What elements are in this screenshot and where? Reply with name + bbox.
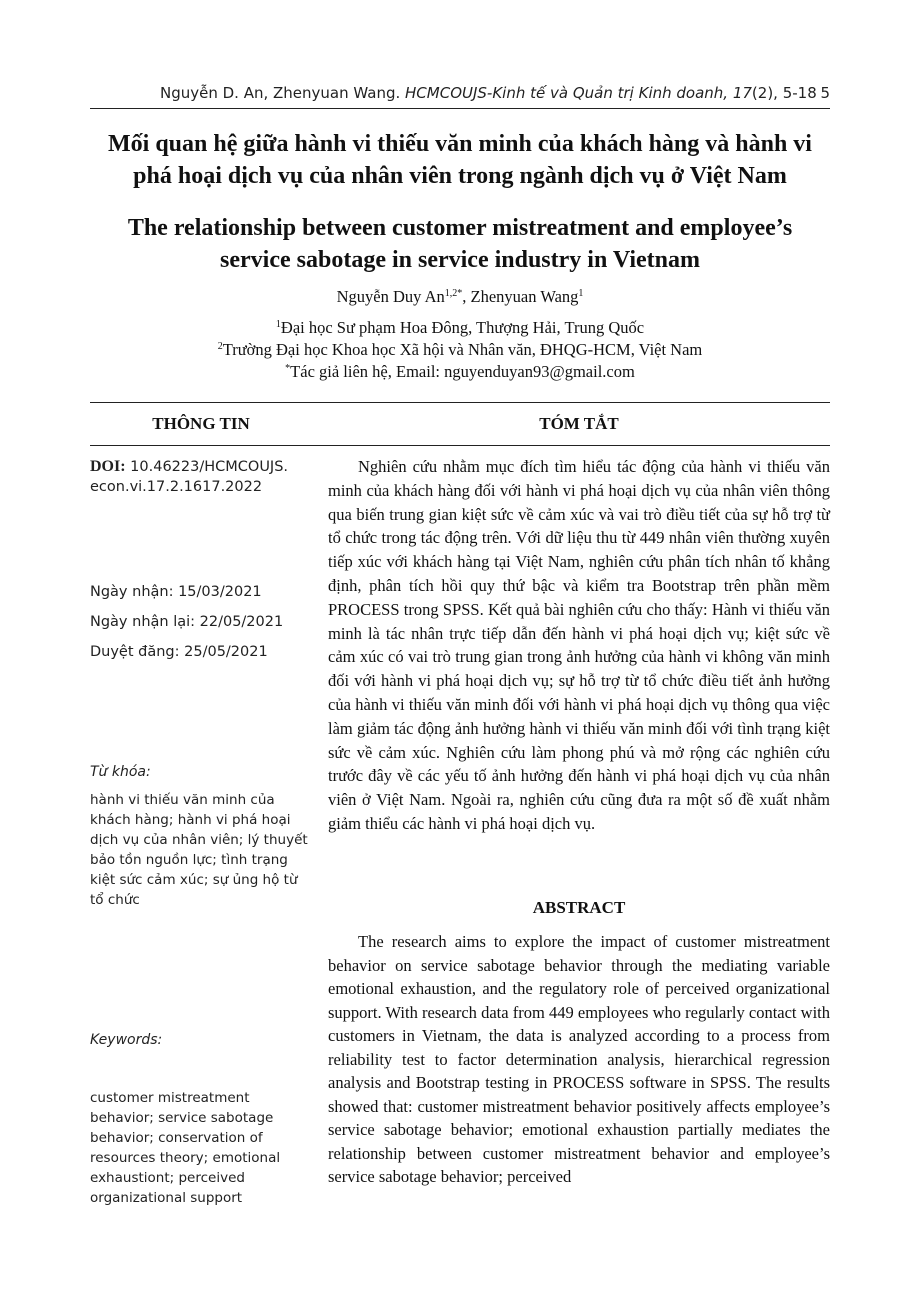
author-separator: , bbox=[462, 287, 471, 306]
corresponding-mark: * bbox=[285, 363, 291, 374]
affiliation-1-mark: 1 bbox=[275, 319, 281, 330]
abstract-heading: ABSTRACT bbox=[532, 898, 626, 917]
keywords-vi: hành vi thiếu văn minh của khách hàng; hành vi phá hoại dịch vụ của nhân viên; lý thuyết bảo tồn nguồn lực; tình trạng kiệt sức cảm xúc; sự ủng hộ từ tổ chức bbox=[90, 792, 308, 908]
author-line bbox=[90, 287, 830, 307]
affiliation-2 bbox=[90, 340, 830, 360]
affiliation-2-mark: 2 bbox=[217, 341, 223, 352]
running-header bbox=[90, 82, 830, 109]
header-authors: Nguyễn D. An, Zhenyuan Wang. bbox=[160, 84, 401, 102]
title-english: The relationship between customer mistreatment and employee’s service sabotage in service industry in Vietnam bbox=[127, 215, 793, 273]
header-issue: (2), 5-18 bbox=[751, 84, 817, 102]
keywords-vi-label: Từ khóa: bbox=[90, 764, 151, 780]
abstract-english: The research aims to explore the impact of customer mistreatment behavior on service sabotage behavior through the mediating variable emotional exhaustion, and the regulatory role of perceived organizational support. With research data from 449 employees who regularly contact with customers in Vietnam, the data is analyzed according to a process from reliability test to factor determination analysis, hierarchical regression analysis and Bootstrap testing in PROCESS software in SPSS. The results showed that: customer mistreatment behavior positively affects employee’s service sabotage behavior; emotional exhaustion partially mediates the relationship between customer mistreatment behavior and employee’s service sabotage behavior; perceived bbox=[328, 932, 830, 1186]
keywords-en-label: Keywords: bbox=[90, 1032, 163, 1048]
keywords-en: customer mistreatment behavior; service sabotage behavior; conservation of resources theory; emotional exhaustiont; perceived organizational support bbox=[90, 1090, 281, 1206]
author-2: Zhenyuan Wang bbox=[470, 287, 579, 306]
accepted-date: Duyệt đăng: 25/05/2021 bbox=[90, 644, 268, 660]
corresponding-author bbox=[90, 362, 830, 382]
affiliation-1 bbox=[90, 318, 830, 338]
author-1: Nguyễn Duy An bbox=[336, 287, 445, 306]
doi-label: DOI: bbox=[90, 458, 126, 475]
author-1-affiliation-mark: 1,2* bbox=[444, 288, 463, 299]
received-date: Ngày nhận: 15/03/2021 bbox=[90, 584, 262, 600]
citation-line bbox=[160, 84, 817, 102]
info-heading: THÔNG TIN bbox=[152, 414, 250, 433]
revised-date: Ngày nhận lại: 22/05/2021 bbox=[90, 614, 284, 630]
author-2-affiliation-mark: 1 bbox=[578, 288, 584, 299]
corresponding-author-text: Tác giả liên hệ, Email: nguyenduyan93@gmail.com bbox=[290, 362, 635, 381]
page-number: 5 bbox=[820, 84, 830, 102]
abstract-vietnamese: Nghiên cứu nhằm mục đích tìm hiểu tác động của hành vi thiếu văn minh của khách hàng đối với hành vi phá hoại dịch vụ của nhân viên thông qua biến trung gian kiệt sức về cảm xúc và vai trò điều tiết của sự hỗ trợ từ tổ chức trong tác động trên. Với dữ liệu thu từ 449 nhân viên thường xuyên tiếp xúc với khách hàng tại Việt Nam, nghiên cứu phân tích nhân tố khẳng định, phân tích hồi quy thứ bậc và kiểm tra Bootstrap trên phần mềm PROCESS trong SPSS. Kết quả bài nghiên cứu cho thấy: Hành vi thiếu văn minh là tác nhân trực tiếp dẫn đến hành vi phá hoại dịch vụ; kiệt sức về cảm xúc có vai trò trung gian trong ảnh hưởng của hành vi không văn minh đối với hành vi phá hoại dịch vụ; sự hỗ trợ từ tổ chức điều tiết ảnh hưởng của hành vi thiếu văn minh đối với hành vi phá hoại dịch vụ thông qua việc làm giảm tác động ảnh hưởng hành vi thiếu văn minh đối với tình trạng kiệt sức về cảm xúc. Nghiên cứu làm phong phú và mở rộng các nghiên cứu trước đây về các yếu tố ảnh hưởng đến hành vi phá hoại dịch vụ của nhân viên ở Việt Nam. Ngoài ra, nghiên cứu cũng đưa ra một số đề xuất nhằm giảm thiểu các hành vi phá hoại dịch vụ. bbox=[328, 457, 830, 833]
title-vietnamese: Mối quan hệ giữa hành vi thiếu văn minh của khách hàng và hành vi phá hoại dịch vụ của nhân viên trong ngành dịch vụ ở Việt Nam bbox=[108, 131, 812, 189]
doi-value: 10.46223/HCMCOUJS. econ.vi.17.2.1617.2022 bbox=[90, 459, 289, 495]
affiliation-2-text: Trường Đại học Khoa học Xã hội và Nhân văn, ĐHQG-HCM, Việt Nam bbox=[222, 340, 703, 359]
header-journal: HCMCOUJS-Kinh tế và Quản trị Kinh doanh, 17 bbox=[405, 84, 752, 102]
summary-heading: TÓM TẮT bbox=[539, 414, 619, 433]
affiliation-1-text: Đại học Sư phạm Hoa Đông, Thượng Hải, Trung Quốc bbox=[280, 318, 645, 337]
section-rule-top bbox=[90, 402, 830, 403]
doi bbox=[90, 457, 315, 497]
section-rule-middle bbox=[90, 445, 830, 446]
